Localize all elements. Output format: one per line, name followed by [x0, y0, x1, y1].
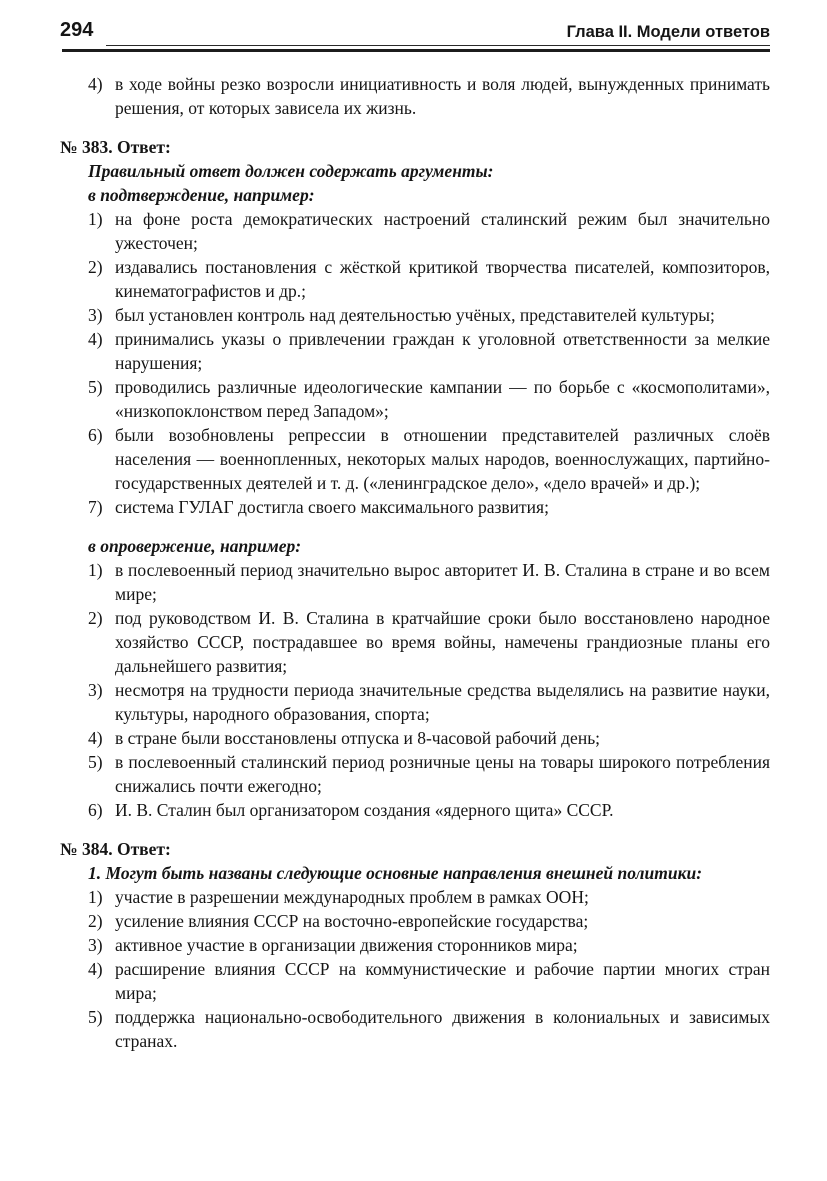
item-number: 2) [88, 257, 103, 277]
list-item [88, 303, 770, 327]
item-text: поддержка национально-освободительного движения в колониальных и зависимых странах. [115, 1007, 770, 1051]
list-item [88, 375, 770, 423]
item-number: 6) [88, 425, 103, 445]
item-text: издавались постановления с жёсткой критикой творчества писателей, композиторов, кинематографистов и др.; [115, 257, 770, 301]
confirm-heading: в подтверждение, например: [88, 185, 315, 205]
item-text: расширение влияния СССР на коммунистические и рабочие партии многих стран мира; [115, 959, 770, 1003]
item-text: проводились различные идеологические кампании — по борьбе с «космополитами», «низкопоклонством перед Западом»; [115, 377, 770, 421]
answer-lead: Правильный ответ должен содержать аргументы: [88, 161, 494, 181]
item-number: 2) [88, 911, 103, 931]
list-item [88, 327, 770, 375]
list-item [88, 798, 770, 822]
item-text: в послевоенный сталинский период розничные цены на товары широкого потребления снижались почти ежегодно; [115, 752, 770, 796]
list-item [88, 678, 770, 726]
list-item [88, 1005, 770, 1053]
item-text: система ГУЛАГ достигла своего максимального развития; [115, 497, 549, 517]
item-text: были возобновлены репрессии в отношении представителей различных слоёв населения — военнопленных, некоторых малых народов, военнослужащих, партийно-государственных деятелей и т. д. («ленинградское дело», «дело врачей» и др.); [115, 425, 770, 493]
list-item [88, 933, 770, 957]
item-text: в стране были восстановлены отпуска и 8-часовой рабочий день; [115, 728, 601, 748]
item-number: 3) [88, 680, 103, 700]
list-item [88, 957, 770, 1005]
item-number: 4) [88, 74, 103, 94]
item-text: был установлен контроль над деятельностью учёных, представителей культуры; [115, 305, 715, 325]
item-text: И. В. Сталин был организатором создания «ядерного щита» СССР. [115, 800, 614, 820]
list-item [88, 423, 770, 495]
item-number: 4) [88, 329, 103, 349]
chapter-title: Глава II. Модели ответов [566, 23, 770, 41]
item-text: в послевоенный период значительно вырос авторитет И. В. Сталина в стране и во всем мире; [115, 560, 770, 604]
item-number: 1) [88, 560, 103, 580]
list-item [88, 606, 770, 678]
item-text: на фоне роста демократических настроений сталинский режим был значительно ужесточен; [115, 209, 770, 253]
list-item [88, 909, 770, 933]
item-text: усиление влияния СССР на восточно-европейские государства; [115, 911, 589, 931]
item-number: 1) [88, 209, 103, 229]
page-content [60, 72, 770, 1053]
answer-section-384 [60, 837, 770, 1053]
item-number: 4) [88, 959, 103, 979]
list-item [88, 207, 770, 255]
header-rule-thick [62, 49, 770, 52]
section-title: № 383. Ответ: [60, 137, 171, 157]
item-text: принимались указы о привлечении граждан к уголовной ответственности за мелкие нарушения; [115, 329, 770, 373]
item-number: 2) [88, 608, 103, 628]
list-item [88, 885, 770, 909]
list-item [88, 495, 770, 519]
list-item [88, 72, 770, 120]
item-text: несмотря на трудности периода значительные средства выделялись на развитие науки, культуры, народного образования, спорта; [115, 680, 770, 724]
item-number: 1) [88, 887, 103, 907]
item-number: 4) [88, 728, 103, 748]
item-number: 6) [88, 800, 103, 820]
item-text: под руководством И. В. Сталина в кратчайшие сроки было восстановлено народное хозяйство СССР, пострадавшее во время войны, намечены грандиозные планы его дальнейшего развития; [115, 608, 770, 676]
item-text: участие в разрешении международных проблем в рамках ООН; [115, 887, 589, 907]
list-item [88, 750, 770, 798]
section-title: № 384. Ответ: [60, 839, 171, 859]
list-item [88, 255, 770, 303]
page-header [60, 18, 770, 52]
item-text: активное участие в организации движения сторонников мира; [115, 935, 578, 955]
answer-section-383 [60, 135, 770, 822]
item-number: 5) [88, 377, 103, 397]
list-item [88, 726, 770, 750]
item-number: 3) [88, 935, 103, 955]
header-rule-thin [106, 45, 770, 46]
item-text: в ходе войны резко возросли инициативность и воля людей, вынужденных принимать решения, от которых зависела их жизнь. [115, 74, 770, 118]
item-number: 5) [88, 752, 103, 772]
list-item [88, 558, 770, 606]
item-number: 3) [88, 305, 103, 325]
answer-lead: 1. Могут быть названы следующие основные направления внешней политики: [88, 863, 703, 883]
item-number: 5) [88, 1007, 103, 1027]
refute-heading: в опровержение, например: [88, 536, 302, 556]
page-number: 294 [60, 19, 94, 41]
item-number: 7) [88, 497, 103, 517]
